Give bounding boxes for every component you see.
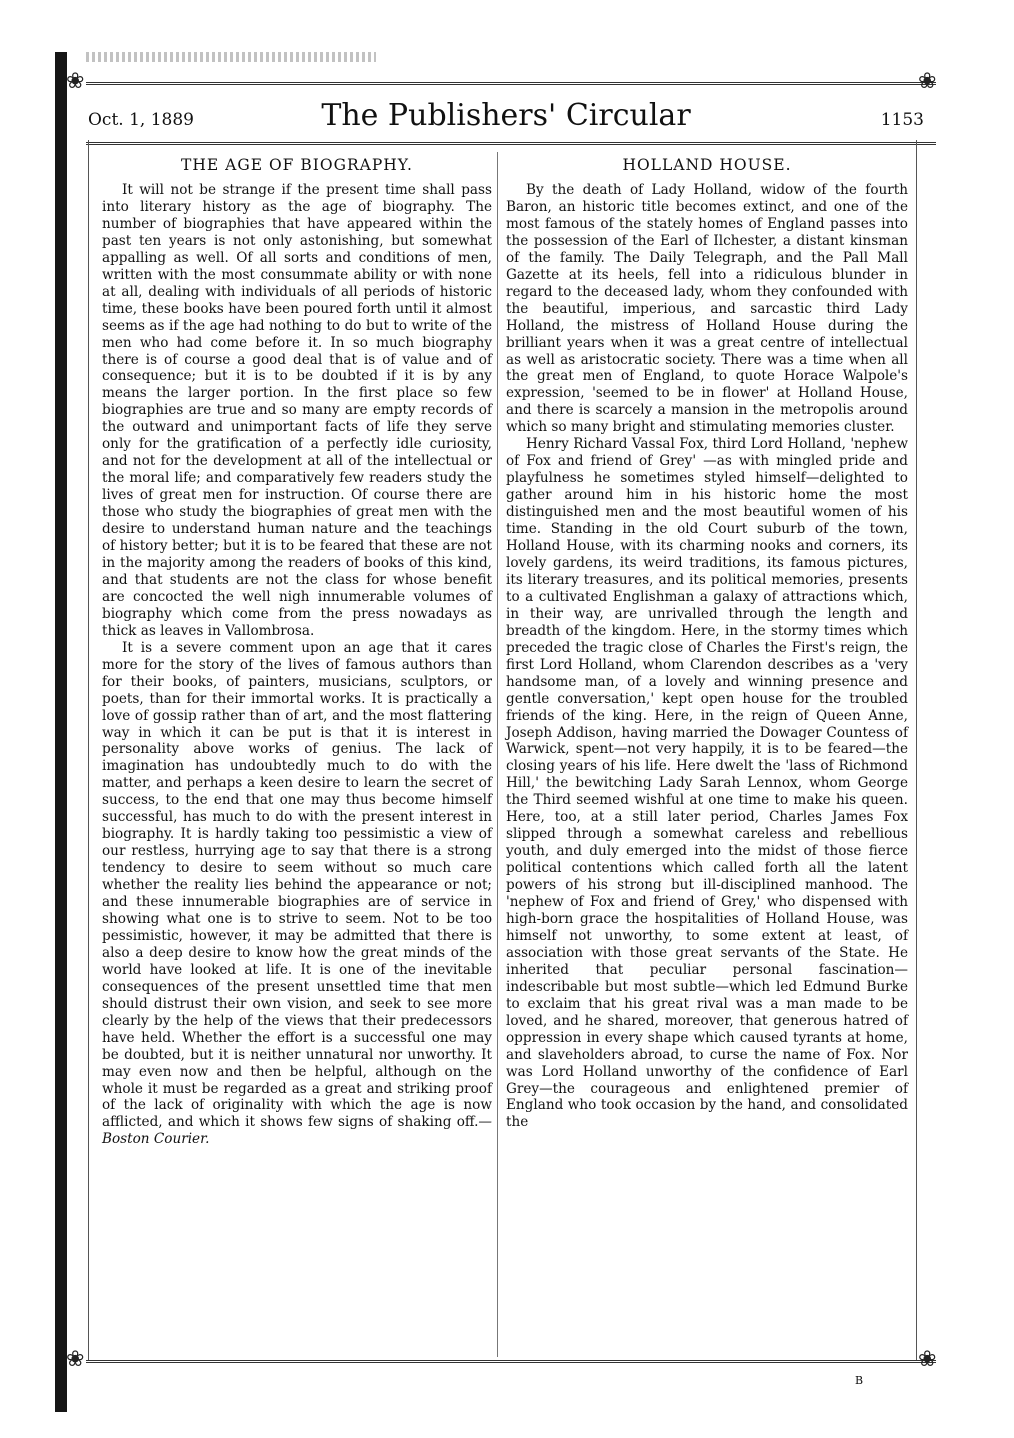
signature-mark: B xyxy=(855,1374,864,1387)
header-rule xyxy=(86,142,936,145)
right-border-rule xyxy=(916,140,917,1360)
scan-noise xyxy=(86,52,376,62)
paragraph-text: It is a severe comment upon an age that it cares more for the story of the lives of famous authors than for their books, of painters, musicians, sculptors, or poets, than for their immortal works. It is practically a love of gossip rather than of art, and the most flattering way in which it can be put is that it is interest in personality above works of genius. The lack of imagination has undoubtedly much to do with the matter, and perhaps a keen desire to learn the secret of success, to the end that one may thus become himself successful, has much to do with the present interest in biography. It is hardly taking too pessimistic a view of our restless, hurrying age to say that there is a strong tendency to desire to seem without so much care whether the reality lies behind the appearance or not; and these innumerable biographies are of service in showing what one is to strive to seem. Not to be too pessimistic, however, it may be admitted that there is also a deep desire to know how the great minds of the world have looked at life. It is one of the inevitable consequences of the present unsettled time that men should distrust their own vision, and seek to see more clearly by the help of the views that their predecessors have held. Whether the effort is a successful one may be doubted, but it is neither unnatural nor unworthy. It may even now and then be helpful, although on the whole it must be regarded as a great and striking proof of the lack of originality with which the age is now afflicted, and which it shows few signs of shaking off. xyxy=(102,639,492,1131)
running-header xyxy=(88,98,924,138)
article-paragraph xyxy=(102,640,492,1149)
issue-date: Oct. 1, 1889 xyxy=(88,110,194,130)
publication-title: The Publishers' Circular xyxy=(321,98,691,133)
article-holland-house xyxy=(506,156,908,1131)
article-title: HOLLAND HOUSE. xyxy=(622,156,792,174)
top-border-rule xyxy=(86,82,936,85)
corner-ornament-icon: ❀ xyxy=(66,69,85,94)
column-divider xyxy=(497,152,498,1357)
corner-ornament-icon: ❀ xyxy=(918,69,937,94)
source-signature: —Boston Courier. xyxy=(102,1114,492,1148)
bottom-border-rule xyxy=(86,1360,936,1363)
article-title: THE AGE OF BIOGRAPHY. xyxy=(181,156,413,174)
corner-ornament-icon: ❀ xyxy=(918,1347,937,1372)
corner-ornament-icon: ❀ xyxy=(66,1347,85,1372)
article-paragraph: Henry Richard Vassal Fox, third Lord Holland, 'nephew of Fox and friend of Grey' —as with mingled pride and playfulness he sometimes styled himself—delighted to gather around him in his historic home the most distinguished men and the most beautiful women of his time. Standing in the old Court suburb of the town, Holland House, with its charming nooks and corners, its lovely gardens, its weird traditions, its famous pictures, its literary treasures, and its political memories, presents to a cultivated Englishman a galaxy of attractions which, in their way, are unrivalled through the length and breadth of the kingdom. Here, in the stormy times which preceded the tragic close of Charles the First's reign, the first Lord Holland, whom Clarendon describes as a 'very handsome man, of a lovely and winning presence and gentle conversation,' kept open house for the troubled friends of the king. Here, in the reign of Queen Anne, Joseph Addison, having married the Dowager Countess of Warwick, spent—not very happily, it is to be feared—the closing years of his life. Here dwelt the 'lass of Richmond Hill,' the bewitching Lady Sarah Lennox, whom George the Third seemed wishful at one time to make his queen. Here, too, at a still later period, Charles James Fox slipped through a somewhat careless and rebellious youth, and duly emerged into the midst of those fierce political contentions which called forth all the latent powers of his strong but ill-disciplined manhood. The 'nephew of Fox and friend of Grey,' who dispensed with high-born grace the hospitalities of Holland House, was himself not unworthy, to some extent at least, of association with those great servants of the State. He inherited that peculiar personal fascination—indescribable but most subtle—which led Edmund Burke to exclaim that his great rival was a man made to be loved, and he shared, moreover, that generous hatred of oppression in every shape which caused tyrants at home, and slaveholders abroad, to curse the name of Fox. Nor was Lord Holland unworthy of the confidence of Earl Grey—the courageous and enlightened premier of England who took occasion by the hand, and consolidated the xyxy=(506,436,908,1131)
binding-spine xyxy=(55,52,67,1412)
page-number: 1153 xyxy=(880,110,924,130)
article-paragraph: By the death of Lady Holland, widow of the fourth Baron, an historic title becomes extinct, and one of the most famous of the stately homes of England passes into the possession of the Earl of Ilchester, a distant kinsman of the family. The Daily Telegraph, and the Pall Mall Gazette at its heels, fell into a ridiculous blunder in regard to the deceased lady, whom they confounded with the beautiful, imperious, and sarcastic third Lady Holland, the mistress of Holland House during the brilliant years when it was a great centre of intellectual as well as aristocratic society. There was a time when all the great men of England, to quote Horace Walpole's expression, 'seemed to be in flower' at Holland House, and there is scarcely a mansion in the metropolis around which so many bright and stimulating memories cluster. xyxy=(506,182,908,436)
article-paragraph: It will not be strange if the present time shall pass into literary history as the age of biography. The number of biographies that have appeared within the past ten years is not only astonishing, but somewhat appalling as well. Of all sorts and conditions of men, written with the most consummate ability or with none at all, dealing with individuals of all periods of historic time, these books have been poured forth until it almost seems as if the age had nothing to do but to write of the men who had come before it. In so much biography there is of course a good deal that is of value and of consequence; but it is to be doubted if it is by any means the larger portion. In the first place so few biographies are true and so many are empty records of the outward and unimportant facts of life they serve only for the gratification of a perfectly idle curiosity, and not for the development at all of the intellectual or the moral life; and comparatively few readers study the lives of great men for instruction. Of course there are those who study the biographies of great men with the desire to understand human nature and the teachings of history better; but it is to be feared that these are not in the majority among the readers of books of this kind, and that students are not the class for whose benefit are concocted the well nigh innumerable volumes of biography which come from the press nowadays as thick as leaves in Vallombrosa. xyxy=(102,182,492,639)
left-border-rule xyxy=(88,140,89,1360)
article-age-of-biography xyxy=(102,156,492,1148)
